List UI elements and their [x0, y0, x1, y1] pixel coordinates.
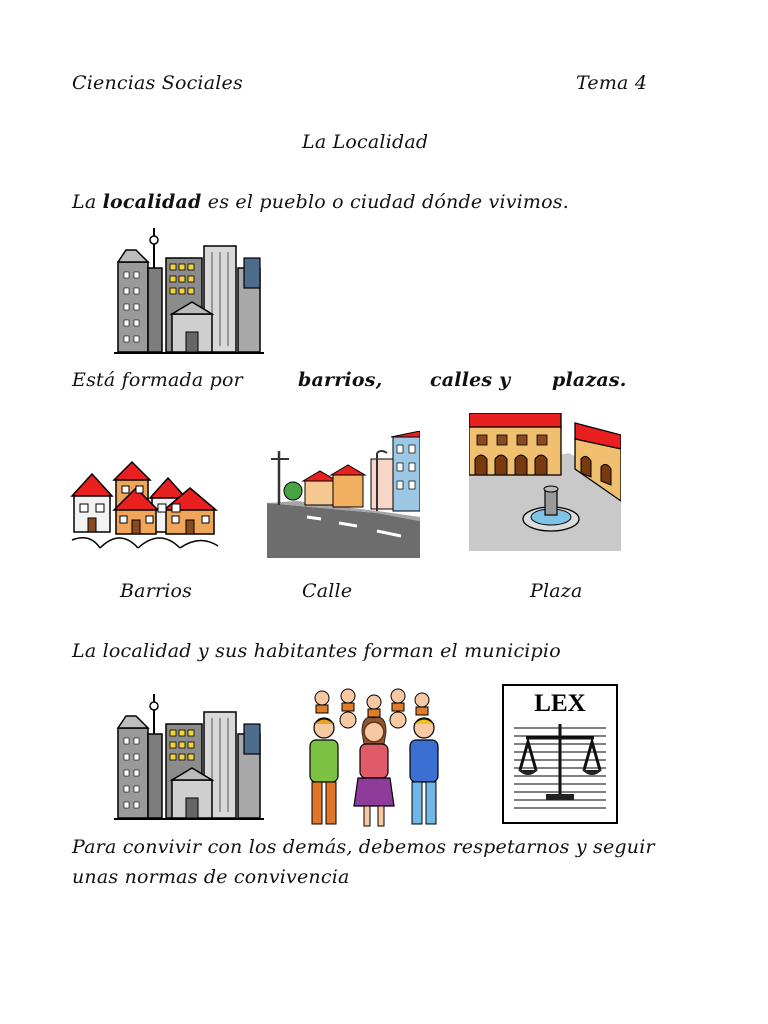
square-icon — [469, 413, 621, 551]
unit-label: Tema 4 — [576, 72, 648, 94]
definition-prefix: La — [72, 191, 97, 213]
street-icon — [267, 431, 420, 558]
composition-item-calles: calles y — [430, 369, 511, 391]
closing-line-1: Para convivir con los demás, debemos respetarnos y seguir — [72, 836, 655, 858]
city-illustration — [114, 228, 264, 356]
definition-rest: es el pueblo o ciudad dónde vivimos. — [207, 191, 569, 213]
municipio-sentence: La localidad y sus habitantes forman el municipio — [72, 640, 561, 662]
closing-line-2: unas normas de convivencia — [72, 866, 350, 888]
caption-barrios: Barrios — [120, 580, 193, 602]
city-illustration-2 — [114, 694, 264, 822]
houses-icon — [70, 458, 220, 553]
composition-item-plazas: plazas. — [552, 369, 627, 391]
people-illustration — [298, 688, 450, 832]
caption-calle: Calle — [302, 580, 353, 602]
composition-item-barrios: barrios, — [298, 369, 383, 391]
city-icon — [114, 228, 264, 356]
definition-keyword: localidad — [102, 191, 202, 213]
lex-illustration — [502, 684, 618, 824]
plaza-illustration — [469, 413, 621, 551]
caption-plaza: Plaza — [530, 580, 583, 602]
lex-label: LEX — [534, 690, 586, 717]
city-icon — [114, 694, 264, 822]
definition-sentence — [72, 191, 569, 213]
composition-intro: Está formada por — [72, 369, 243, 391]
page-title: La Localidad — [302, 131, 429, 153]
people-icon — [298, 688, 450, 832]
subject-title: Ciencias Sociales — [72, 72, 243, 94]
barrios-illustration — [70, 458, 220, 553]
calle-illustration — [267, 431, 420, 558]
